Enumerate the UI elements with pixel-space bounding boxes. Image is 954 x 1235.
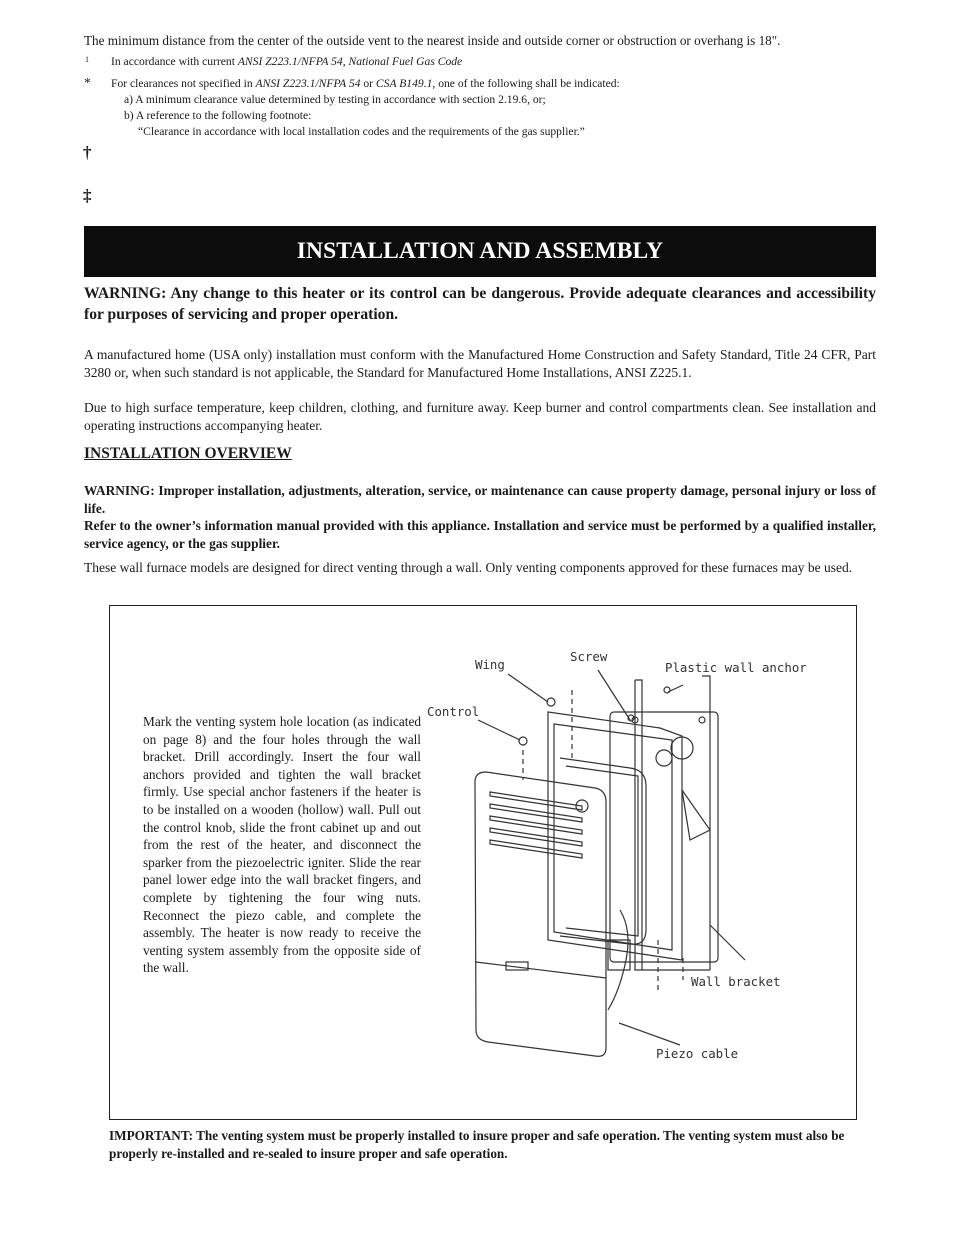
heater-assembly-drawing (420, 640, 856, 1080)
clearance-item-b: b) A reference to the following footnote: (124, 109, 312, 122)
wing-label: Wing (475, 657, 505, 672)
surface-temperature-paragraph: Due to high surface temperature, keep children, clothing, and furniture away. Keep burner and control compartments clean. See installation and operating instructions accompanying heater. (84, 400, 876, 433)
wall-bracket-label: Wall bracket (691, 974, 781, 989)
clearance-footnote-quote: “Clearance in accordance with local installation codes and the requirements of the gas supplier.” (138, 125, 585, 138)
clearance-item-a: a) A minimum clearance value determined by testing in accordance with section 2.19.6, or; (124, 93, 546, 106)
footnote-1-standard: ANSI Z223.1/NFPA 54, National Fuel Gas Code (237, 55, 463, 68)
heater-body-drawing (475, 758, 646, 1056)
asterisk-standard-1: ANSI Z223.1/NFPA 54 (255, 77, 361, 90)
manufactured-home-paragraph: A manufactured home (USA only) installation must conform with the Manufactured Home Construction and Safety Standard, Title 24 CFR, Part 3280 or, when such standard is not applicable, the Standard for Manufactured Home Installations, ANSI Z225.1. (84, 347, 876, 380)
min-distance-note: The minimum distance from the center of the outside vent to the nearest inside and outside corner or obstruction or overhang is 18". (84, 33, 781, 48)
overview-warning: WARNING: Improper installation, adjustments, alteration, service, or maintenance can cause property damage, personal injury or loss of life. (84, 483, 876, 516)
owner-manual-notice: Refer to the owner’s information manual provided with this appliance. Installation and service must be performed by a qualified installer, service agency, or the gas supplier. (84, 518, 876, 551)
asterisk-standard-2: CSA B149.1 (375, 77, 433, 90)
dagger-mark: † (83, 143, 92, 162)
installation-overview-heading: INSTALLATION OVERVIEW (84, 445, 292, 462)
wall-furnace-models-paragraph: These wall furnace models are designed for direct venting through a wall. Only venting components approved for these furnaces may be used. (84, 560, 853, 575)
screw-label: Screw (570, 649, 608, 664)
asterisk-suffix: , one of the following shall be indicated: (432, 77, 620, 90)
asterisk-mark: * (84, 75, 91, 90)
footnote-1-mark: 1 (85, 55, 89, 64)
control-label: Control (427, 704, 480, 719)
assembly-instructions: Mark the venting system hole location (as indicated on page 8) and the four holes through the wall bracket. Drill accordingly. Insert the four wall anchors provided and tighten the wall bracket firmly. Use special anchor fasteners if the heater is to be installed on a wooden (hollow) wall. Pull out the control knob, slide the front cabinet up and out from the rest of the heater, and disconnect the sparker from the piezoelectric igniter. Slide the rear panel lower edge into the wall bracket fingers, and complete by tightening the four wing nuts. Reconnect the piezo cable, and complete the assembly. The heater is now ready to receive the venting system assembly from the opposite side of the wall. (143, 714, 421, 976)
asterisk-or: or (360, 77, 376, 90)
asterisk-prefix: For clearances not specified in (111, 77, 256, 90)
warning-heater-change: WARNING: Any change to this heater or its control can be dangerous. Provide adequate clearances and accessibility for purposes of servicing and proper operation. (84, 285, 876, 323)
section-title-banner: INSTALLATION AND ASSEMBLY (84, 226, 876, 277)
rear-panel-drawing (548, 712, 710, 960)
important-venting-notice: IMPORTANT: The venting system must be properly installed to insure proper and safe operation. The venting system must also be properly re-installed and re-sealed to insure proper and safe operation. (109, 1128, 845, 1161)
plastic-wall-anchor-label: Plastic wall anchor (665, 660, 807, 675)
footnote-1-prefix: In accordance with current (111, 55, 238, 68)
footnote-1 (111, 54, 462, 69)
double-dagger-mark: ‡ (83, 186, 92, 205)
asterisk-note (111, 76, 620, 91)
piezo-cable-label: Piezo cable (656, 1046, 739, 1061)
